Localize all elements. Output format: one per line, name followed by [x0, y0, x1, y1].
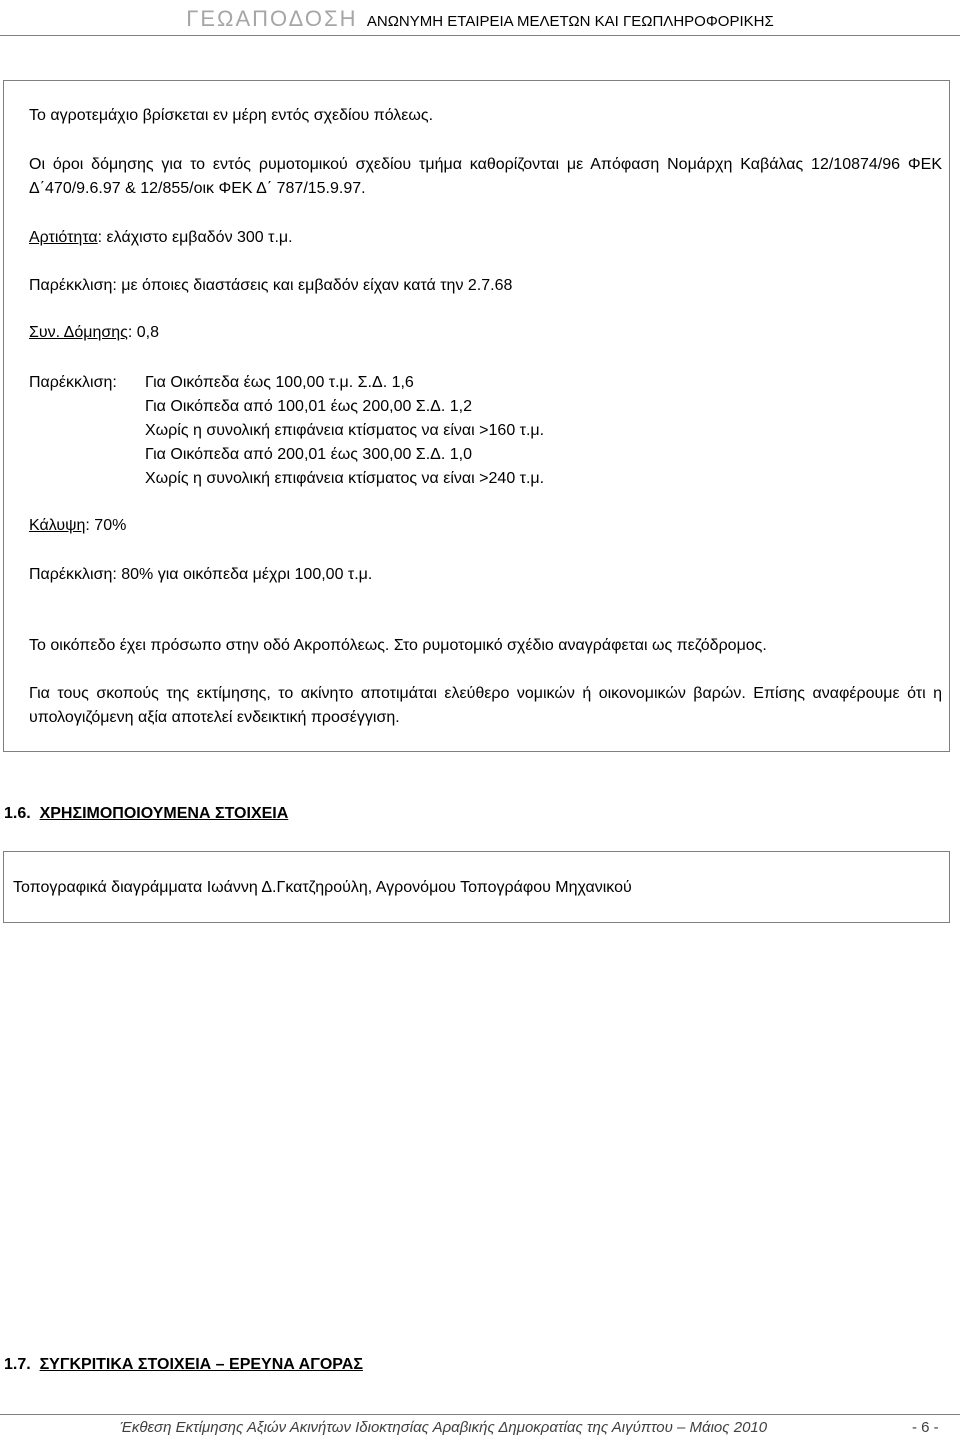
section-heading-1-7: [4, 1356, 363, 1374]
coverage-value: : 70%: [85, 517, 127, 534]
section-number: 1.7.: [4, 1356, 31, 1373]
exception-2-line-4: Για Οικόπεδα από 200,01 έως 300,00 Σ.Δ. 1,0: [145, 446, 472, 463]
section-title: ΧΡΗΣΙΜΟΠΟΙΟΥΜΕΝΑ ΣΤΟΙΧΕΙΑ: [39, 805, 289, 822]
zoning-paragraph-2: Οι όροι δόμησης για το εντός ρυμοτομικού σχεδίου τμήμα καθορίζονται με Απόφαση Νομάρχη Καβάλας 12/10874/96 ΦΕΚ Δ΄470/9.6.97 & 12/855/οικ ΦΕΚ Δ΄ 787/15.9.97.: [29, 156, 942, 197]
section-title: ΣΥΓΚΡΙΤΙΚΑ ΣΤΟΙΧΕΙΑ – ΕΡΕΥΝΑ ΑΓΟΡΑΣ: [39, 1356, 363, 1373]
artiotita-label: Αρτιότητα: [29, 229, 98, 246]
coverage-label: Κάλυψη: [29, 517, 86, 534]
artiotita-value: : ελάχιστο εμβαδόν 300 τ.μ.: [97, 229, 293, 246]
data-sources-text: Τοπογραφικά διαγράμματα Ιωάννη Δ.Γκατζηρούλη, Αγρονόμου Τοπογράφου Μηχανικού: [13, 879, 632, 896]
exception-label-2: Παρέκκλιση:: [29, 374, 117, 391]
footer-text: Έκθεση Εκτίμησης Αξιών Ακινήτων Ιδιοκτησίας Αραβικής Δημοκρατίας της Αιγύπτου – Μάιος 2010: [120, 1419, 768, 1436]
exception-2-line-3: Χωρίς η συνολική επιφάνεια κτίσματος να είναι >160 τ.μ.: [145, 422, 545, 439]
building-coefficient-line: [29, 321, 159, 345]
section-number: 1.6.: [4, 805, 31, 822]
disclaimer-paragraph: Για τους σκοπούς της εκτίμησης, το ακίνητο αποτιμάται ελεύθερο νομικών ή οικονομικών βαρών. Επίσης αναφέρουμε ότι η υπολογιζόμενη αξία αποτελεί ενδεικτική προσέγγιση.: [29, 685, 942, 726]
building-coefficient-label: Συν. Δόμησης: [29, 324, 128, 341]
page-number: - 6 -: [912, 1419, 939, 1436]
company-name: ΑΝΩΝΥΜΗ ΕΤΑΙΡΕΙΑ ΜΕΛΕΤΩΝ ΚΑΙ ΓΕΩΠΛΗΡΟΦΟΡΙΚΗΣ: [366, 13, 774, 30]
exception-2-line-2: Για Οικόπεδα από 100,01 έως 200,00 Σ.Δ. 1,2: [145, 398, 472, 415]
exception-2-line-5: Χωρίς η συνολική επιφάνεια κτίσματος να είναι >240 τ.μ.: [145, 470, 545, 487]
page-header: [0, 6, 960, 32]
zoning-box: [3, 80, 950, 752]
building-coefficient-value: : 0,8: [127, 324, 159, 341]
data-sources-box: [3, 851, 950, 923]
exception-2-line-1: Για Οικόπεδα έως 100,00 τ.μ. Σ.Δ. 1,6: [145, 374, 414, 391]
artiotita-line: [29, 226, 293, 250]
zoning-paragraph-1: Το αγροτεμάχιο βρίσκεται εν μέρη εντός σχεδίου πόλεως.: [29, 107, 434, 124]
exception-line-3: Παρέκκλιση: 80% για οικόπεδα μέχρι 100,00 τ.μ.: [29, 566, 373, 583]
coverage-line: [29, 514, 126, 538]
header-divider: [0, 35, 960, 36]
footer-divider: [0, 1414, 960, 1415]
exception-line-1: Παρέκκλιση: με όποιες διαστάσεις και εμβαδόν είχαν κατά την 2.7.68: [29, 277, 513, 294]
frontage-paragraph: Το οικόπεδο έχει πρόσωπο στην οδό Ακροπόλεως. Στο ρυμοτομικό σχέδιο αναγράφεται ως πεζόδρομος.: [29, 637, 767, 654]
section-heading-1-6: [4, 805, 288, 823]
company-brand: ΓΕΩΑΠΟΔΟΣΗ: [186, 6, 358, 31]
